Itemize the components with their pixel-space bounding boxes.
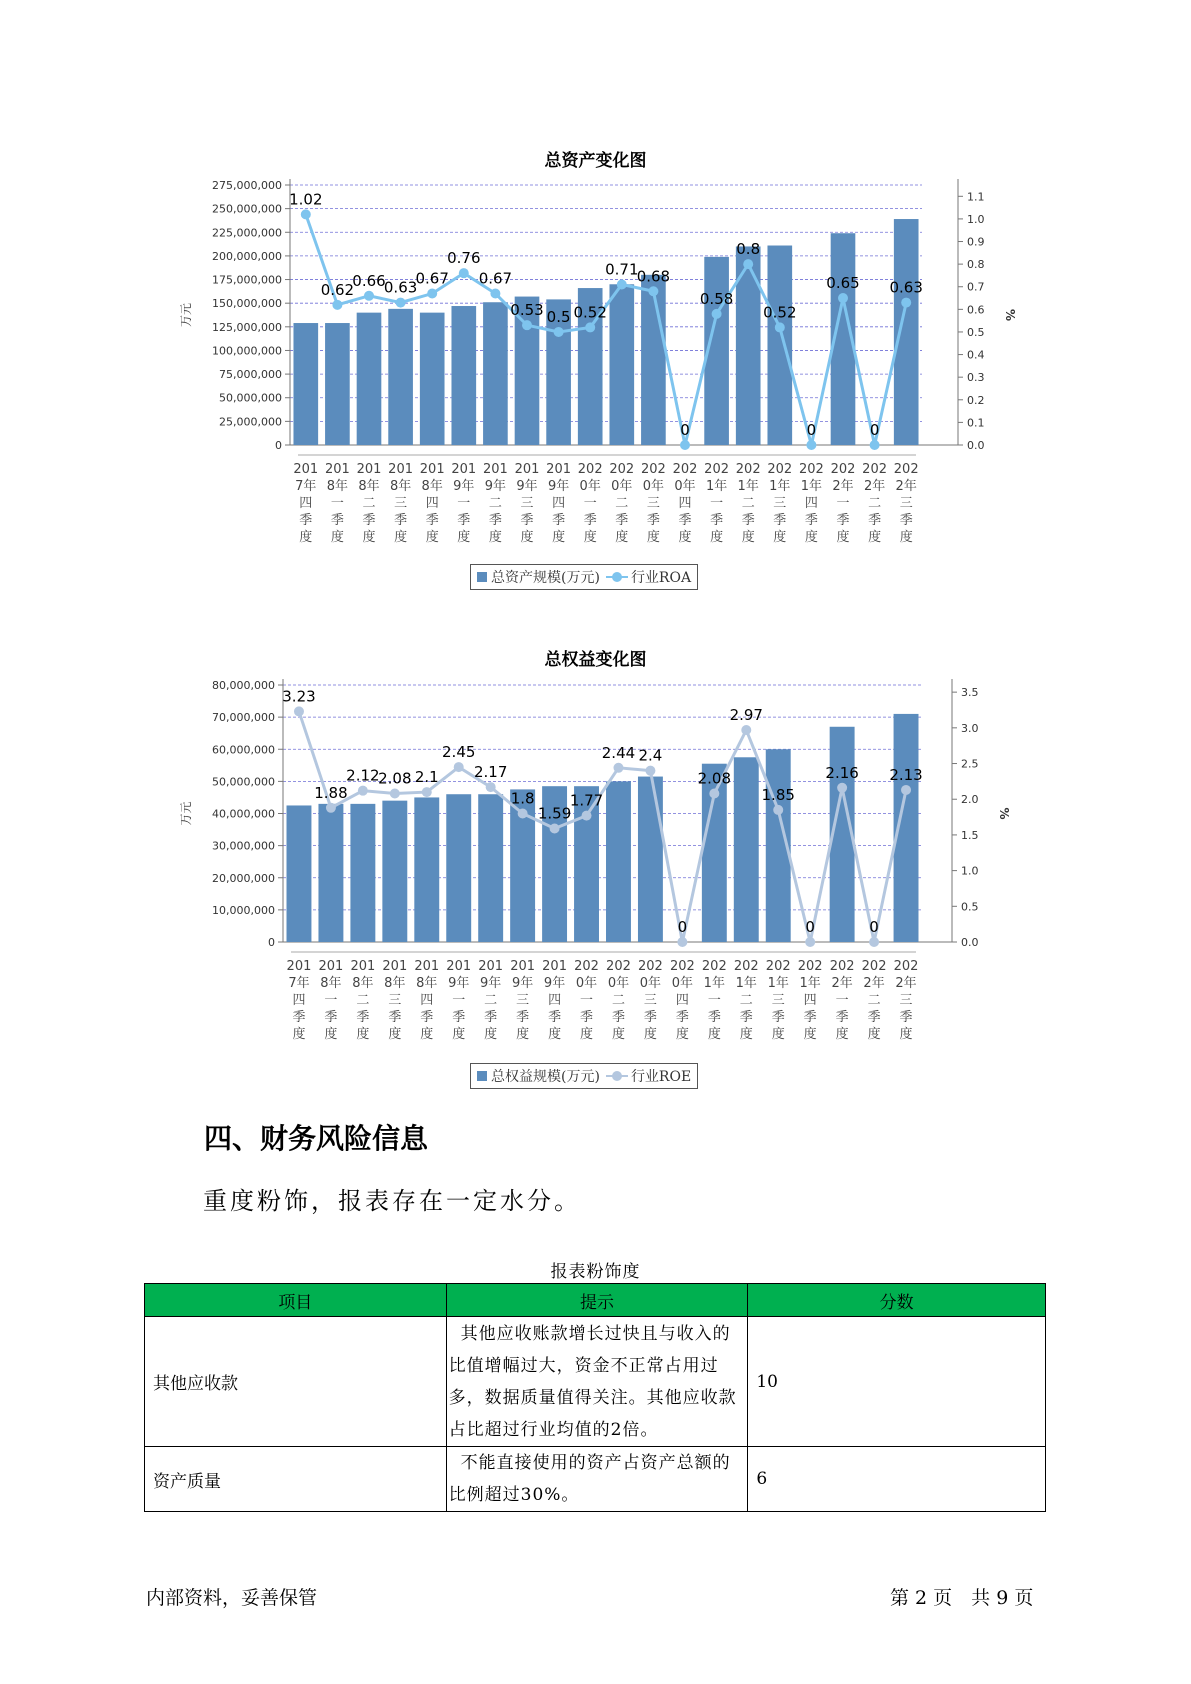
- y-tick-label: 60,000,000: [212, 743, 275, 757]
- y2-tick-label: 0.5: [961, 900, 979, 914]
- bar: [388, 309, 413, 445]
- y-tick-label: 200,000,000: [212, 249, 282, 263]
- y2-tick-label: 0.0: [967, 439, 985, 452]
- y-tick-label: 50,000,000: [219, 391, 282, 405]
- x-tick-label: 202 0年二季度: [606, 959, 631, 1042]
- data-label: 2.45: [442, 743, 476, 762]
- x-tick-label: 202 2年一季度: [829, 959, 855, 1042]
- bar-series-swatch: [477, 572, 487, 582]
- bar: [483, 302, 508, 445]
- x-tick-label: 201 9年三季度: [514, 462, 540, 545]
- bar: [734, 757, 759, 942]
- data-label: 2.08: [697, 769, 732, 788]
- table-row: [145, 1447, 1046, 1512]
- data-label: 0.58: [699, 289, 734, 308]
- y2-tick-label: 0.0: [961, 936, 979, 949]
- x-tick-label: 201 7年四季度: [293, 462, 319, 545]
- x-tick-label: 202 0年一季度: [574, 959, 599, 1042]
- y-tick-label: 125,000,000: [212, 320, 282, 334]
- data-label: 2.97: [729, 705, 763, 724]
- x-tick-label: 201 8年一季度: [324, 462, 350, 545]
- bar: [638, 777, 663, 942]
- x-tick-label: 201 9年二季度: [478, 959, 504, 1042]
- y2-tick-label: 3.5: [961, 686, 979, 700]
- x-tick-label: 202 0年二季度: [609, 462, 635, 545]
- y2-tick-label: 0.4: [967, 348, 985, 362]
- y-tick-label: 175,000,000: [212, 273, 282, 287]
- data-label: 0.65: [826, 274, 860, 293]
- y2-axis-label: %: [997, 807, 1011, 820]
- line-point: [805, 937, 815, 947]
- line-point: [901, 298, 911, 308]
- row-hint: 其他应收账款增长过快且与收入的比值增幅过大，资金不正常占用过多，数据质量值得关注。其他应收款占比超过行业均值的2倍。: [446, 1317, 748, 1447]
- line-point: [741, 725, 751, 735]
- line-point: [773, 805, 783, 815]
- line-point: [837, 783, 847, 793]
- x-tick-label: 202 2年三季度: [893, 462, 919, 545]
- data-label: 0: [806, 421, 817, 439]
- y2-tick-label: 0.8: [967, 258, 985, 272]
- data-label: 3.23: [282, 687, 316, 706]
- data-label: 0.5: [546, 307, 571, 326]
- y2-tick-label: 3.0: [961, 721, 979, 735]
- bar: [609, 284, 634, 445]
- data-label: 2.12: [346, 766, 380, 785]
- x-tick-label: 201 7年四季度: [286, 959, 312, 1042]
- data-label: 0.53: [510, 301, 544, 320]
- bar: [357, 313, 382, 445]
- row-item: 其他应收款: [145, 1317, 447, 1447]
- header-item: 项目: [145, 1284, 447, 1317]
- data-label: 2.13: [889, 765, 923, 784]
- y-tick-label: 250,000,000: [212, 202, 282, 216]
- data-label: 0.71: [605, 260, 639, 279]
- chart2-legend-line-label: 行业ROE: [630, 1069, 692, 1085]
- bar: [641, 275, 666, 445]
- x-tick-label: 202 2年二季度: [861, 959, 887, 1042]
- line-point: [326, 803, 336, 813]
- x-tick-label: 202 1年四季度: [798, 462, 824, 545]
- x-tick-label: 202 1年四季度: [797, 959, 823, 1042]
- x-tick-label: 202 0年三季度: [638, 959, 663, 1042]
- data-label: 0: [805, 918, 815, 936]
- bar: [606, 781, 631, 942]
- y2-tick-label: 0.6: [967, 303, 985, 317]
- y-tick-label: 25,000,000: [219, 415, 282, 429]
- line-point: [648, 286, 658, 296]
- x-tick-label: 202 2年一季度: [830, 462, 856, 545]
- x-tick-label: 201 9年一季度: [451, 462, 477, 545]
- line-point: [459, 268, 469, 278]
- data-label: 0: [869, 421, 880, 439]
- y-tick-label: 30,000,000: [212, 839, 275, 853]
- y-tick-label: 225,000,000: [212, 226, 282, 240]
- line-point: [294, 706, 304, 716]
- line-series-swatch: [606, 572, 628, 582]
- line-series-swatch: [606, 1071, 628, 1081]
- line-point: [680, 440, 690, 450]
- chart2-legend-bar-label: 总权益规模(万元): [491, 1069, 600, 1085]
- y2-tick-label: 1.5: [961, 828, 979, 842]
- y-tick-label: 40,000,000: [212, 807, 275, 821]
- line-point: [490, 289, 500, 299]
- line-point: [806, 440, 816, 450]
- y2-tick-label: 0.3: [967, 371, 985, 385]
- data-label: 0: [677, 918, 688, 936]
- x-tick-label: 202 2年三季度: [893, 959, 919, 1042]
- header-score: 分数: [748, 1284, 1046, 1317]
- x-tick-label: 201 8年四季度: [414, 959, 440, 1042]
- data-label: 2.17: [473, 763, 508, 782]
- line-point: [870, 440, 880, 450]
- data-label: 1.02: [289, 190, 323, 209]
- x-tick-label: 201 9年一季度: [446, 959, 472, 1042]
- table-caption: 报表粉饰度: [550, 1262, 641, 1282]
- data-label: 0.66: [352, 271, 386, 290]
- section-heading: 四、财务风险信息: [204, 1122, 429, 1155]
- line-point: [743, 259, 753, 269]
- chart1-legend: [470, 564, 698, 590]
- y-tick-label: 10,000,000: [212, 903, 275, 917]
- x-tick-label: 201 9年三季度: [510, 959, 536, 1042]
- y-tick-label: 0: [268, 936, 275, 949]
- footer-confidential: 内部资料，妥善保管: [146, 1587, 318, 1609]
- y-tick-label: 70,000,000: [212, 711, 275, 725]
- x-tick-label: 201 8年二季度: [350, 959, 376, 1042]
- line-point: [301, 209, 311, 219]
- y-tick-label: 100,000,000: [212, 344, 282, 358]
- line-point: [486, 782, 496, 792]
- data-label: 1.88: [314, 783, 348, 802]
- data-label: 0.8: [736, 240, 761, 259]
- line-point: [332, 300, 342, 310]
- y2-tick-label: 0.9: [967, 235, 985, 249]
- x-tick-label: 201 8年三季度: [388, 462, 414, 545]
- bar: [451, 306, 476, 445]
- y2-tick-label: 1.1: [967, 190, 985, 204]
- data-label: 2.08: [378, 769, 412, 788]
- x-tick-label: 201 9年二季度: [482, 462, 508, 545]
- x-tick-label: 201 8年四季度: [419, 462, 445, 545]
- data-label: 2.4: [638, 746, 663, 765]
- data-label: 1.8: [510, 789, 535, 808]
- data-label: 0.67: [415, 269, 449, 288]
- footer-page-number: 第 2 页 共 9 页: [890, 1587, 1034, 1609]
- bar: [478, 794, 503, 942]
- line-point: [422, 787, 432, 797]
- bar: [325, 323, 350, 445]
- total-equity-chart: [0, 670, 1191, 1060]
- table-row: [145, 1317, 1046, 1447]
- y-tick-label: 0: [275, 439, 282, 452]
- data-label: 1.85: [761, 785, 795, 804]
- data-label: 0.62: [320, 280, 355, 299]
- data-label: 2.1: [414, 768, 439, 787]
- line-point: [613, 763, 623, 773]
- chart1-legend-line-label: 行业ROA: [630, 570, 692, 586]
- line-point: [585, 322, 595, 332]
- y2-tick-label: 2.5: [961, 757, 979, 771]
- x-tick-label: 202 1年三季度: [767, 462, 793, 545]
- y2-tick-label: 1.0: [967, 212, 985, 226]
- y-tick-label: 20,000,000: [212, 871, 275, 885]
- x-tick-label: 202 1年一季度: [704, 462, 730, 545]
- total-assets-chart: [0, 170, 1191, 560]
- line-point: [518, 809, 528, 819]
- y2-tick-label: 0.2: [967, 393, 985, 407]
- x-tick-label: 202 0年四季度: [672, 462, 698, 545]
- bar: [382, 801, 407, 942]
- row-hint: 不能直接使用的资产占资产总额的比例超过30%。: [446, 1447, 748, 1512]
- line-point: [396, 298, 406, 308]
- y2-tick-label: 2.0: [961, 793, 979, 807]
- bar: [420, 313, 445, 445]
- data-label: 0.76: [447, 249, 481, 268]
- chart2-legend: [470, 1063, 698, 1089]
- y2-tick-label: 0.5: [967, 325, 985, 339]
- x-tick-label: 202 2年二季度: [862, 462, 888, 545]
- bar: [293, 323, 318, 445]
- line-point: [427, 289, 437, 299]
- data-label: 0.68: [636, 267, 671, 286]
- bar: [767, 246, 792, 445]
- risk-summary: 重度粉饰，报表存在一定水分。: [203, 1187, 581, 1215]
- row-score: 10: [748, 1317, 1046, 1447]
- bar: [318, 804, 343, 942]
- data-label: 0.67: [478, 269, 513, 288]
- data-label: 0.52: [573, 303, 607, 322]
- line-point: [454, 762, 464, 772]
- data-label: 0.52: [763, 303, 797, 322]
- data-label: 1.77: [569, 791, 604, 810]
- line-point: [712, 309, 722, 319]
- x-tick-label: 201 8年三季度: [382, 959, 408, 1042]
- x-tick-label: 202 0年三季度: [640, 462, 666, 545]
- line-point: [550, 823, 560, 833]
- x-tick-label: 201 8年一季度: [318, 959, 344, 1042]
- y2-tick-label: 0.7: [967, 280, 985, 294]
- bar: [446, 794, 471, 942]
- x-tick-label: 202 1年二季度: [733, 959, 759, 1042]
- y2-tick-label: 0.1: [967, 416, 985, 430]
- data-label: 2.44: [601, 743, 636, 762]
- y-tick-label: 275,000,000: [212, 179, 282, 192]
- row-score: 6: [748, 1447, 1046, 1512]
- y2-tick-label: 1.0: [961, 864, 979, 878]
- whitewash-table: [144, 1283, 1046, 1512]
- x-tick-label: 202 0年一季度: [577, 462, 603, 545]
- bar: [350, 804, 375, 942]
- y-tick-label: 50,000,000: [212, 775, 275, 789]
- data-label: 1.59: [537, 804, 572, 823]
- chart1-title: 总资产变化图: [544, 151, 647, 171]
- y-axis-label: 万元: [179, 302, 193, 328]
- line-point: [869, 937, 879, 947]
- line-point: [838, 293, 848, 303]
- line-point: [617, 279, 627, 289]
- bar-series-swatch: [477, 1071, 487, 1081]
- line-point: [358, 786, 368, 796]
- row-item: 资产质量: [145, 1447, 447, 1512]
- line-point: [901, 785, 911, 795]
- x-tick-label: 202 1年三季度: [765, 959, 791, 1042]
- line-point: [554, 327, 564, 337]
- y-tick-label: 150,000,000: [212, 297, 282, 311]
- x-tick-label: 202 0年四季度: [669, 959, 695, 1042]
- data-label: 0.63: [889, 278, 923, 297]
- x-tick-label: 202 1年二季度: [735, 462, 761, 545]
- x-tick-label: 201 9年四季度: [546, 462, 572, 545]
- y-tick-label: 80,000,000: [212, 679, 275, 692]
- y-axis-label: 万元: [179, 801, 193, 826]
- data-label: 2.16: [825, 763, 859, 782]
- y-tick-label: 75,000,000: [219, 368, 282, 382]
- x-tick-label: 202 1年一季度: [701, 959, 727, 1042]
- bar: [414, 797, 439, 942]
- line-point: [522, 320, 532, 330]
- header-hint: 提示: [446, 1284, 748, 1317]
- bar: [287, 805, 312, 942]
- x-tick-label: 201 9年四季度: [542, 959, 567, 1042]
- line-point: [582, 811, 592, 821]
- x-tick-label: 201 8年二季度: [356, 462, 382, 545]
- data-label: 0.63: [383, 278, 418, 297]
- y2-axis-label: %: [1003, 308, 1017, 322]
- bar: [894, 219, 919, 445]
- table-header-row: [145, 1284, 1046, 1317]
- data-label: 0: [680, 421, 690, 439]
- line-point: [677, 937, 687, 947]
- line-point: [390, 789, 400, 799]
- line-point: [364, 291, 374, 301]
- data-label: 0: [869, 918, 879, 936]
- line-point: [775, 322, 785, 332]
- chart2-title: 总权益变化图: [544, 650, 647, 670]
- line-point: [645, 766, 655, 776]
- line-point: [709, 789, 719, 799]
- chart1-legend-bar-label: 总资产规模(万元): [491, 570, 600, 586]
